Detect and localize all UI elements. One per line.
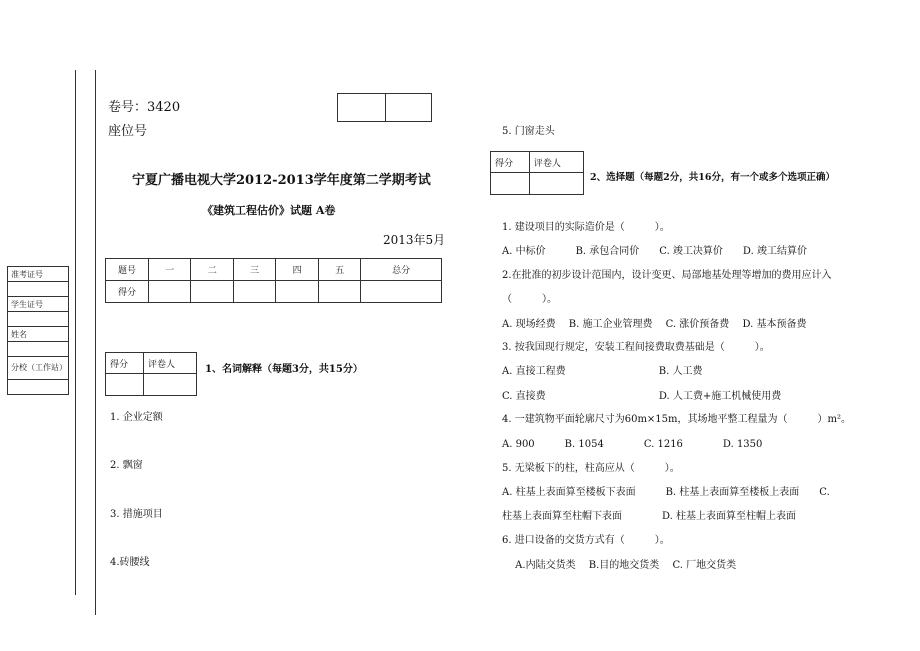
section1-item: 2. 飘窗 xyxy=(110,460,143,471)
question-line: A. 900 B. 1054 C. 1216 D. 1350 xyxy=(502,439,763,450)
grader-score-cell[interactable] xyxy=(106,374,144,396)
grader-box-section1 xyxy=(105,352,197,396)
score-header: 二 xyxy=(191,259,233,281)
grader-label: 评卷人 xyxy=(529,152,583,173)
section1-item: 4.砖腰线 xyxy=(110,557,150,568)
right-item5: 5. 门窗走头 xyxy=(502,126,555,137)
exam-date: 2013年5月 xyxy=(383,233,446,247)
exam-title: 宁夏广播电视大学2012-2013学年度第二学期考试 xyxy=(132,173,431,188)
score-row-label: 得分 xyxy=(106,281,149,303)
name-label: 姓名 xyxy=(8,327,69,342)
question-line: 2.在批准的初步设计范围内，设计变更、局部地基处理等增加的费用应计入 xyxy=(502,270,832,281)
question-line: A. 柱基上表面算至楼板下表面 B. 柱基上表面算至楼板上表面 C. xyxy=(502,487,830,498)
grader-score-label: 得分 xyxy=(106,353,144,374)
question-line: 1. 建设项目的实际造价是（ ）。 xyxy=(502,222,670,233)
grader-box-section2 xyxy=(490,151,584,195)
student-id-label: 学生证号 xyxy=(8,297,69,312)
grader-cell[interactable] xyxy=(529,173,583,195)
name-value[interactable] xyxy=(8,342,69,357)
score-header: 一 xyxy=(149,259,191,281)
question-line: A.内陆交货类 B.目的地交货类 C. 厂地交货类 xyxy=(502,560,737,571)
section1-title: 1、名词解释（每题3分，共15分） xyxy=(205,364,363,375)
question-line: 5. 无梁板下的柱，柱高应从（ ）。 xyxy=(502,463,680,474)
score-cell[interactable] xyxy=(276,281,318,303)
question-line: C. 直接费 D. 人工费+施工机械使用费 xyxy=(502,391,782,402)
grader-score-cell[interactable] xyxy=(491,173,530,195)
grader-cell[interactable] xyxy=(144,374,197,396)
binding-line-left xyxy=(75,70,76,595)
score-header: 四 xyxy=(276,259,318,281)
score-cell[interactable] xyxy=(149,281,191,303)
binding-line-right xyxy=(95,70,96,615)
question-line: A. 现场经费 B. 施工企业管理费 C. 涨价预备费 D. 基本预备费 xyxy=(502,319,807,330)
score-header: 三 xyxy=(233,259,275,281)
question-line: A. 直接工程费 B. 人工费 xyxy=(502,366,703,377)
score-header: 总分 xyxy=(361,259,442,281)
seat-number-box[interactable] xyxy=(337,93,432,122)
score-cell[interactable] xyxy=(318,281,360,303)
question-line: A. 中标价 B. 承包合同价 C. 竣工决算价 D. 竣工结算价 xyxy=(502,246,807,257)
seat-number-label: 座位号 xyxy=(108,124,148,139)
student-id-value[interactable] xyxy=(8,312,69,327)
score-header: 五 xyxy=(318,259,360,281)
score-cell[interactable] xyxy=(361,281,442,303)
branch-value[interactable] xyxy=(8,380,69,395)
question-line: 6. 进口设备的交货方式有（ ）。 xyxy=(502,535,670,546)
paper-number: 卷号：3420 xyxy=(108,100,181,115)
question-line: 柱基上表面算至柱帽下表面 D. 柱基上表面算至柱帽上表面 xyxy=(502,511,797,522)
score-table xyxy=(105,258,442,303)
exam-id-value[interactable] xyxy=(8,282,69,297)
score-cell[interactable] xyxy=(233,281,275,303)
question-line: （ ）。 xyxy=(502,294,557,305)
question-line: 4. 一建筑物平面轮廓尺寸为60m×15m，其场地平整工程量为（ ）m²。 xyxy=(502,414,852,425)
section1-item: 3. 措施项目 xyxy=(110,509,163,520)
section1-item: 1. 企业定额 xyxy=(110,412,163,423)
section2-title: 2、选择题（每题2分，共16分，有一个或多个选项正确） xyxy=(590,172,835,183)
score-cell[interactable] xyxy=(191,281,233,303)
exam-subtitle: 《建筑工程估价》试题 A卷 xyxy=(202,204,336,217)
question-line: 3. 按我国现行规定，安装工程间接费取费基础是（ ）。 xyxy=(502,342,770,353)
grader-label: 评卷人 xyxy=(144,353,197,374)
student-info-box xyxy=(7,266,69,395)
grader-score-label: 得分 xyxy=(491,152,530,173)
exam-id-label: 准考证号 xyxy=(8,267,69,282)
branch-label: 分校（工作站） xyxy=(8,357,69,380)
score-header: 题号 xyxy=(106,259,149,281)
